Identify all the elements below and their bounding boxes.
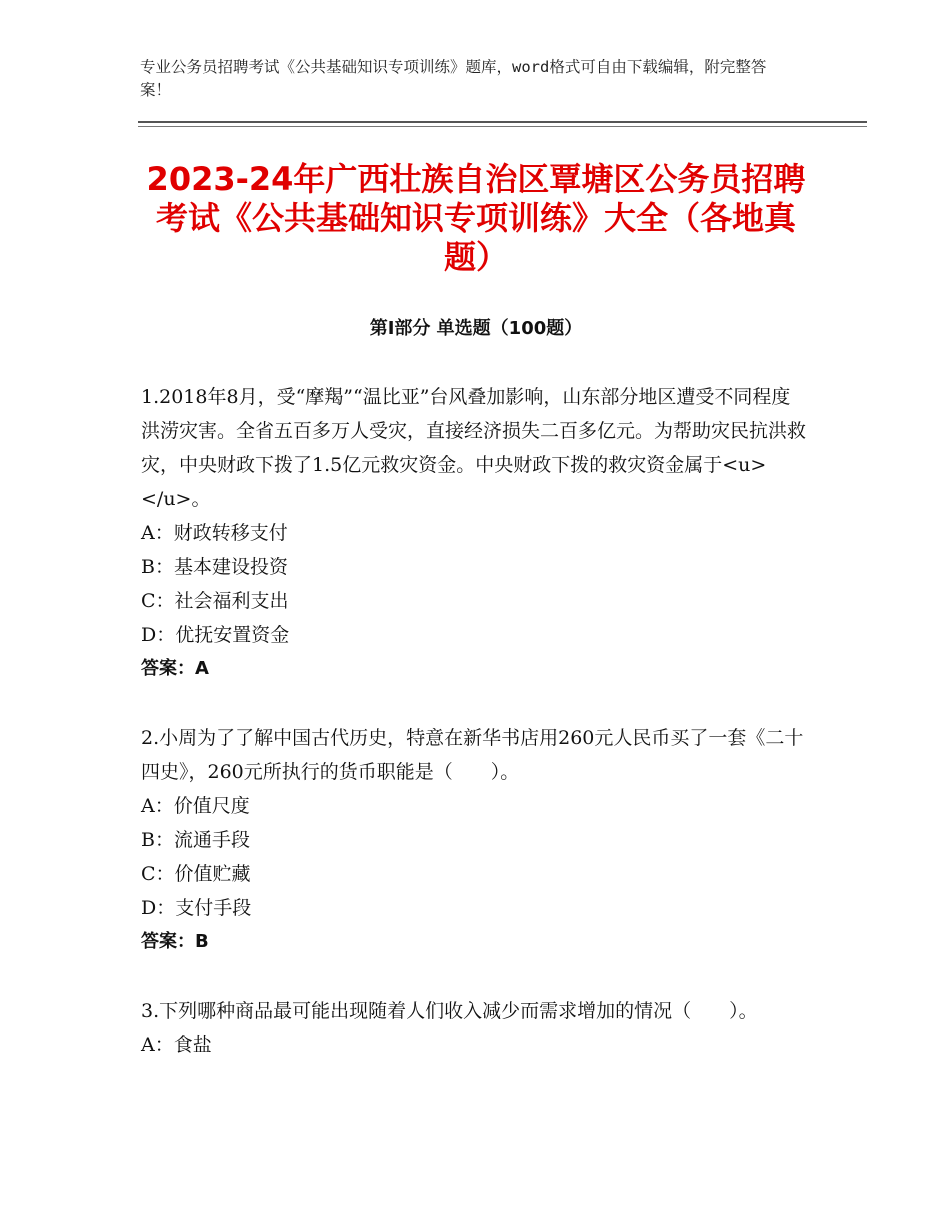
option-d: D：优抚安置资金 bbox=[141, 624, 290, 646]
header-note: 专业公务员招聘考试《公共基础知识专项训练》题库，word格式可自由下载编辑，附完整答案！ bbox=[140, 58, 767, 99]
option-d: D：支付手段 bbox=[141, 897, 252, 919]
header-divider-thin bbox=[138, 126, 867, 127]
option-a: A：财政转移支付 bbox=[141, 522, 288, 544]
option-a: A：价值尺度 bbox=[141, 795, 250, 817]
question-3 bbox=[141, 994, 806, 1062]
question-stem: 1.2018年8月，受“摩羯”“温比亚”台风叠加影响，山东部分地区遭受不同程度洪涝灾害。全省五百多万人受灾，直接经济损失二百多亿元。为帮助灾民抗洪救灾，中央财政下拨了1.5亿元救灾资金。中央财政下拨的救灾资金属于<u> </u>。 bbox=[141, 386, 807, 510]
option-b: B：流通手段 bbox=[141, 829, 250, 851]
option-c: C：价值贮藏 bbox=[141, 863, 251, 885]
header-divider bbox=[138, 121, 867, 123]
question-stem: 3.下列哪种商品最可能出现随着人们收入减少而需求增加的情况（ ）。 bbox=[141, 1000, 758, 1022]
question-2 bbox=[141, 721, 806, 959]
option-c: C：社会福利支出 bbox=[141, 590, 289, 612]
answer: 答案：A bbox=[141, 658, 209, 679]
document-title: 2023-24年广西壮族自治区覃塘区公务员招聘考试《公共基础知识专项训练》大全（各地真题） bbox=[146, 160, 806, 276]
answer: 答案：B bbox=[141, 931, 209, 952]
option-b: B：基本建设投资 bbox=[141, 556, 288, 578]
question-stem: 2.小周为了了解中国古代历史，特意在新华书店用260元人民币买了一套《二十四史》，260元所执行的货币职能是（ ）。 bbox=[141, 727, 804, 783]
section-heading: 第I部分 单选题（100题） bbox=[369, 318, 583, 339]
question-1 bbox=[141, 380, 806, 686]
option-a: A：食盐 bbox=[141, 1034, 212, 1056]
